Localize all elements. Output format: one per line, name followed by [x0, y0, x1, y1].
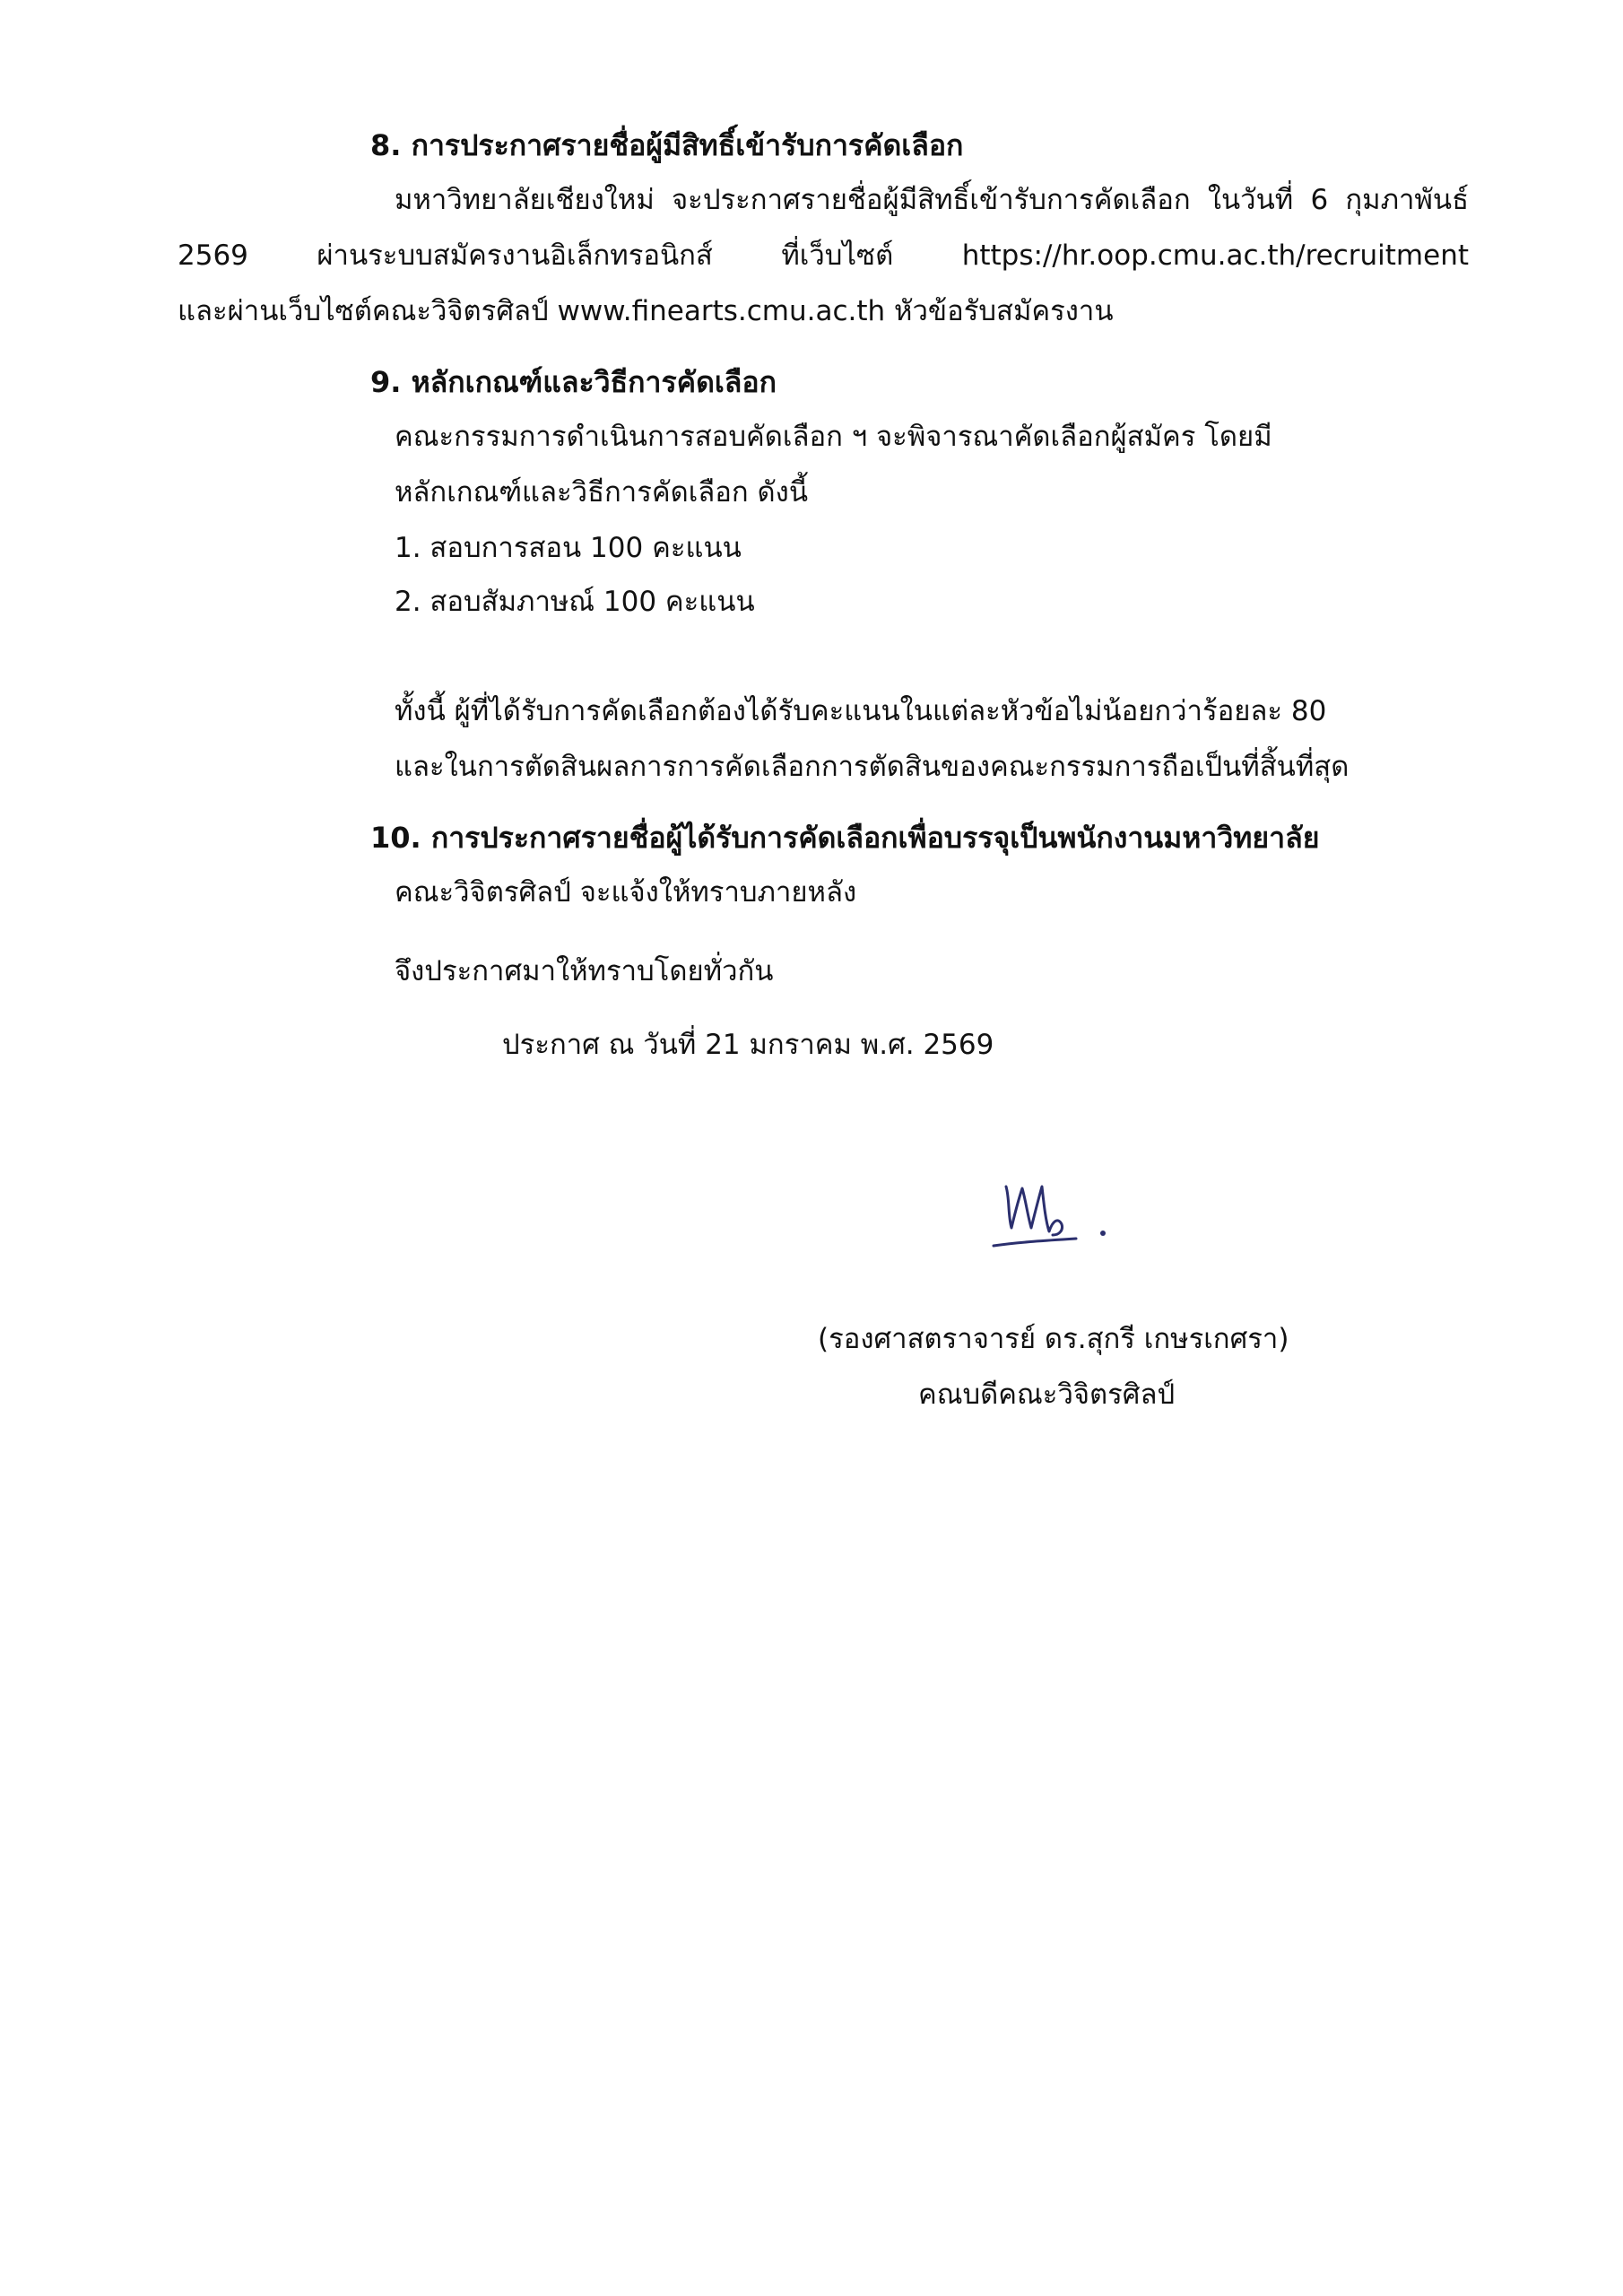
recruitment-url: https://hr.oop.cmu.ac.th/recruitment: [961, 239, 1469, 272]
text-span: 6: [1310, 184, 1329, 216]
section8-paragraph-line1: [395, 184, 1469, 216]
closing-statement: จึงประกาศมาให้ทราบโดยทั่วกัน: [395, 955, 774, 987]
section9-note-line2: และในการตัดสินผลการการคัดเลือกการตัดสินของคณะกรรมการถือเป็นที่สิ้นที่สุด: [395, 751, 1350, 783]
criteria-item-interview: 2. สอบสัมภาษณ์ 100 คะแนน: [395, 586, 755, 618]
announcement-date: ประกาศ ณ วันที่ 21 มกราคม พ.ศ. 2569: [502, 1029, 994, 1061]
text-span: ที่เว็บไซต์: [781, 239, 894, 272]
text-span: ในวันที่: [1207, 184, 1294, 216]
section8-paragraph-line2: [178, 239, 1469, 272]
section10-heading: 10. การประกาศรายชื่อผู้ได้รับการคัดเลือกเพื่อบรรจุเป็นพนักงานมหาวิทยาลัย: [370, 821, 1320, 855]
text-span: มหาวิทยาลัยเชียงใหม่: [395, 184, 655, 216]
section10-body: คณะวิจิตรศิลป์ จะแจ้งให้ทราบภายหลัง: [395, 876, 857, 909]
section9-note-line1: ทั้งนี้ ผู้ที่ได้รับการคัดเลือกต้องได้รับคะแนนในแต่ละหัวข้อไม่น้อยกว่าร้อยละ 80: [395, 695, 1327, 727]
signatory-name: (รองศาสตราจารย์ ดร.สุกรี เกษรเกศรา): [818, 1323, 1289, 1355]
text-span: ผ่านระบบสมัครงานอิเล็กทรอนิกส์: [317, 239, 713, 272]
text-span: กุมภาพันธ์: [1345, 184, 1469, 216]
text-span: 2569: [178, 239, 248, 272]
section9-intro-line1: คณะกรรมการดำเนินการสอบคัดเลือก ฯ จะพิจารณาคัดเลือกผู้สมัคร โดยมี: [395, 421, 1272, 453]
section9-heading: 9. หลักเกณฑ์และวิธีการคัดเลือก: [370, 365, 777, 399]
signatory-position: คณบดีคณะวิจิตรศิลป์: [918, 1378, 1176, 1411]
section8-paragraph-line3: และผ่านเว็บไซต์คณะวิจิตรศิลป์ www.finearts.cmu.ac.th หัวข้อรับสมัครงาน: [178, 295, 1114, 327]
signature-mark: [986, 1135, 1130, 1269]
section9-intro-line2: หลักเกณฑ์และวิธีการคัดเลือก ดังนี้: [395, 476, 809, 509]
text-span: จะประกาศรายชื่อผู้มีสิทธิ์เข้ารับการคัดเลือก: [672, 184, 1191, 216]
criteria-item-teaching: 1. สอบการสอน 100 คะแนน: [395, 532, 742, 564]
section8-heading: 8. การประกาศรายชื่อผู้มีสิทธิ์เข้ารับการคัดเลือก: [370, 128, 964, 162]
